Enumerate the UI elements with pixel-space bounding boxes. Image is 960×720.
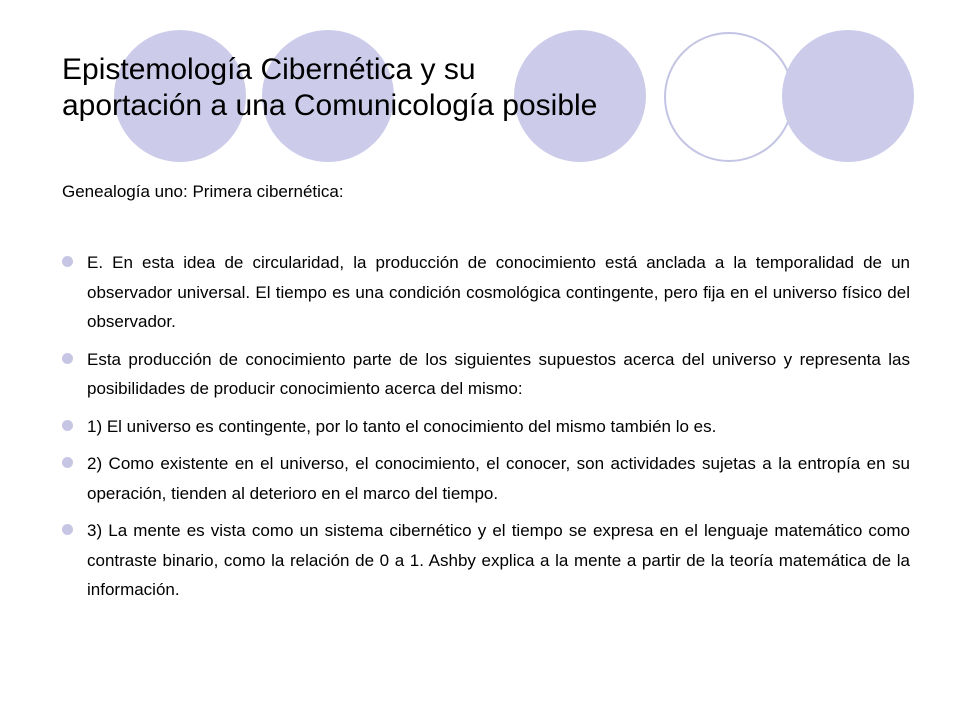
bullet-text: 1) El universo es contingente, por lo tanto el conocimiento del mismo también lo es. [87,416,717,436]
bullet-dot-icon [62,256,73,267]
bullet-list [62,248,910,613]
bullet-dot-icon [62,524,73,535]
bullet-text: 2) Como existente en el universo, el conocimiento, el conocer, son actividades sujetas a la entropía en su operación, tienden al deterioro en el marco del tiempo. [87,454,910,503]
bullet-item [62,345,910,404]
bullet-item [62,449,910,508]
bullet-item [62,516,910,605]
slide-title-line-1: Epistemología Cibernética y su [62,53,476,86]
bullet-text: E. En esta idea de circularidad, la producción de conocimiento está anclada a la temporalidad de un observador universal. El tiempo es una condición cosmológica contingente, pero fija en el universo físico del observador. [87,253,910,331]
section-subtitle: Genealogía uno: Primera cibernética: [62,182,344,201]
slide-title-line-2: aportación a una Comunicología posible [62,89,598,122]
bullet-item [62,412,910,442]
slide-title [62,52,922,124]
bullet-dot-icon [62,457,73,468]
bullet-text: 3) La mente es vista como un sistema cibernético y el tiempo se expresa en el lenguaje matemático como contraste binario, como la relación de 0 a 1. Ashby explica a la mente a partir de la teoría matemática de la información. [87,521,910,599]
bullet-text: Esta producción de conocimiento parte de los siguientes supuestos acerca del universo y representa las posibilidades de producir conocimiento acerca del mismo: [87,349,910,398]
bullet-item [62,248,910,337]
bullet-dot-icon [62,420,73,431]
bullet-dot-icon [62,353,73,364]
